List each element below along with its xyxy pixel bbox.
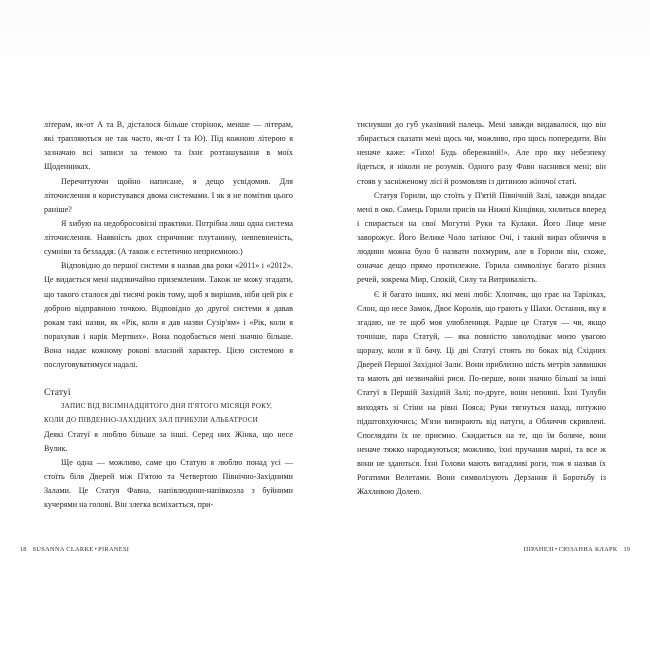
footer-author-right: СЮЗАННА КЛАРК xyxy=(558,546,618,553)
right-page-textblock xyxy=(357,118,606,499)
footer-separator-left: • xyxy=(94,546,98,553)
paragraph: Деякі Статуї я люблю більше за інші. Серед них Жінка, що несе Вулик. xyxy=(44,429,293,453)
footer-title-left: PIRANESI xyxy=(98,546,130,553)
left-page-textblock xyxy=(44,118,293,512)
paragraph: Є й багато інших, які мені любі: Хлопчик, що грає на Тарілках, Слон, що несе Замок, Двоє Королів, що грають у Шахи. Остання, яку я згадаю, не те щоб моя улюблениця. Радше це Статуя — чи, якщо точніше, пара Статуй, — яка повністю заволодіває моєю увагою щоразу, коли я її бачу. Ці дві Статуї стоять по боках від Східних Дверей Першої Західної Зали. Вони приблизно шість метрів заввишки та мають дві незвичайні риси. По-перше, вони значно більші за інші Статуї в Першій Західній Залі; по-друге, вони неповні. Їхні Тулуби виходять зі Стіни на рівні Пояса; Руки тягнуться назад, потужно підштовхуючись; М'язи випирають від натуги, а Обличчя скривлені. Споглядати їх не приємно. Скидається на те, що їм боляче, вони неначе тяжко народжуються; можливо, їхні пручання марні, та все ж вони не здаються. Їхні Голови мають вигадливі роги, тож я назвав їх Рогатими Велетами. Вони символізують Дерзання й Боротьбу із Жахливою Долею. xyxy=(357,289,606,497)
paragraph: Статуя Горили, що стоїть у П'ятій Північній Залі, завжди впадає мені в око. Самець Горили присів на Нижні Кінцівки, хилиться вперед і спирається на свої Могутні Руки та Кулаки. Його Лице мене заворожує. Його Велике Чоло затінює Очі, і такий вираз обличчя в людини можна було б назвати похмурим, але в Горили він, схоже, означає дещо прямо протилежне. Горила символізує багато різних речей, зокрема Мир, Спокій, Силу та Витривалість. xyxy=(357,190,606,285)
paragraph: літерам, як-от А та В, дісталося більше сторінок, менше — літерам, які трапляються не так часто, як-от І та Ю). Під кожною літерою я зазначаю всі записи за темою та їхнє розташування в моїх Щоденниках. xyxy=(44,120,293,172)
paragraph: Ще одна — можливо, саме цю Статую я люблю понад усі — стоїть біля Дверей між П'ятою та Четвертою Північно-Західними Залами. Це Статуя Фавна, напівлюдини-напівкозла з буйними кучерями на голові. Він злегка всміхається, при- xyxy=(44,457,293,510)
paragraph: Я хибую на недобросовісні практики. Потрібна лиш одна система літочислення. Наявність двох спричиняє плутанину, невпевненість, сумніви та безладдя. (А також є естетично неприємною.) xyxy=(44,218,293,257)
paragraph: Перечитуючи щойно написане, я дещо усвідомив. Для літочислення я користувався двома системами. І як я не помітив цього раніше? xyxy=(44,176,293,214)
running-footer-left xyxy=(20,546,129,553)
page-number-left: 18 xyxy=(20,546,27,553)
page-right xyxy=(325,0,650,650)
section-subheading: ЗАПИС ВІД ВІСІМНАДЦЯТОГО ДНЯ П'ЯТОГО МІСЯЦЯ РОКУ, КОЛИ ДО ПІВДЕННО-ЗАХІДНИХ ЗАЛ ПРИБУЛИ АЛЬБАТРОСИ xyxy=(44,402,273,424)
footer-author-left: SUSANNA CLARKE xyxy=(32,546,94,553)
footer-title-right: ПІРАНЕЗІ xyxy=(523,546,555,553)
page-number-right: 19 xyxy=(623,546,630,553)
running-footer-right xyxy=(524,546,630,553)
paragraph: Відповідно до першої системи я назвав два роки «2011» і «2012». Це видається мені надзвичайно приземленим. Також не можу згадати, що такого сталося дві тисячі років тому, щоб я вирішив, ніби цей рік є доброю відправною точкою. Відповідно до другої системи я давав рокам такі назви, як «Рік, коли я дав назви Сузір'ям» і «Рік, коли я порахував і нарік Мертвих». Вона подобається мені значно більше. Вона надає кожному рокові власний характер. Цією системою я послуговуватимуся надалі. xyxy=(44,261,293,370)
section-heading: Статуї xyxy=(44,387,71,399)
footer-separator-right: • xyxy=(555,546,558,553)
paragraph: тиснувши до губ указівний палець. Мені завжди видавалося, що він збирається сказати мені щось чи, можливо, про щось попередити. Він неначе каже: «Тихо! Будь обережний!». Але про яку небезпеку йдеться, я ніколи не розумів. Одного разу Фавн наснився мені; він стояв у засніженому лісі й розмовляв із дитиною жіночої статі. xyxy=(357,120,606,186)
